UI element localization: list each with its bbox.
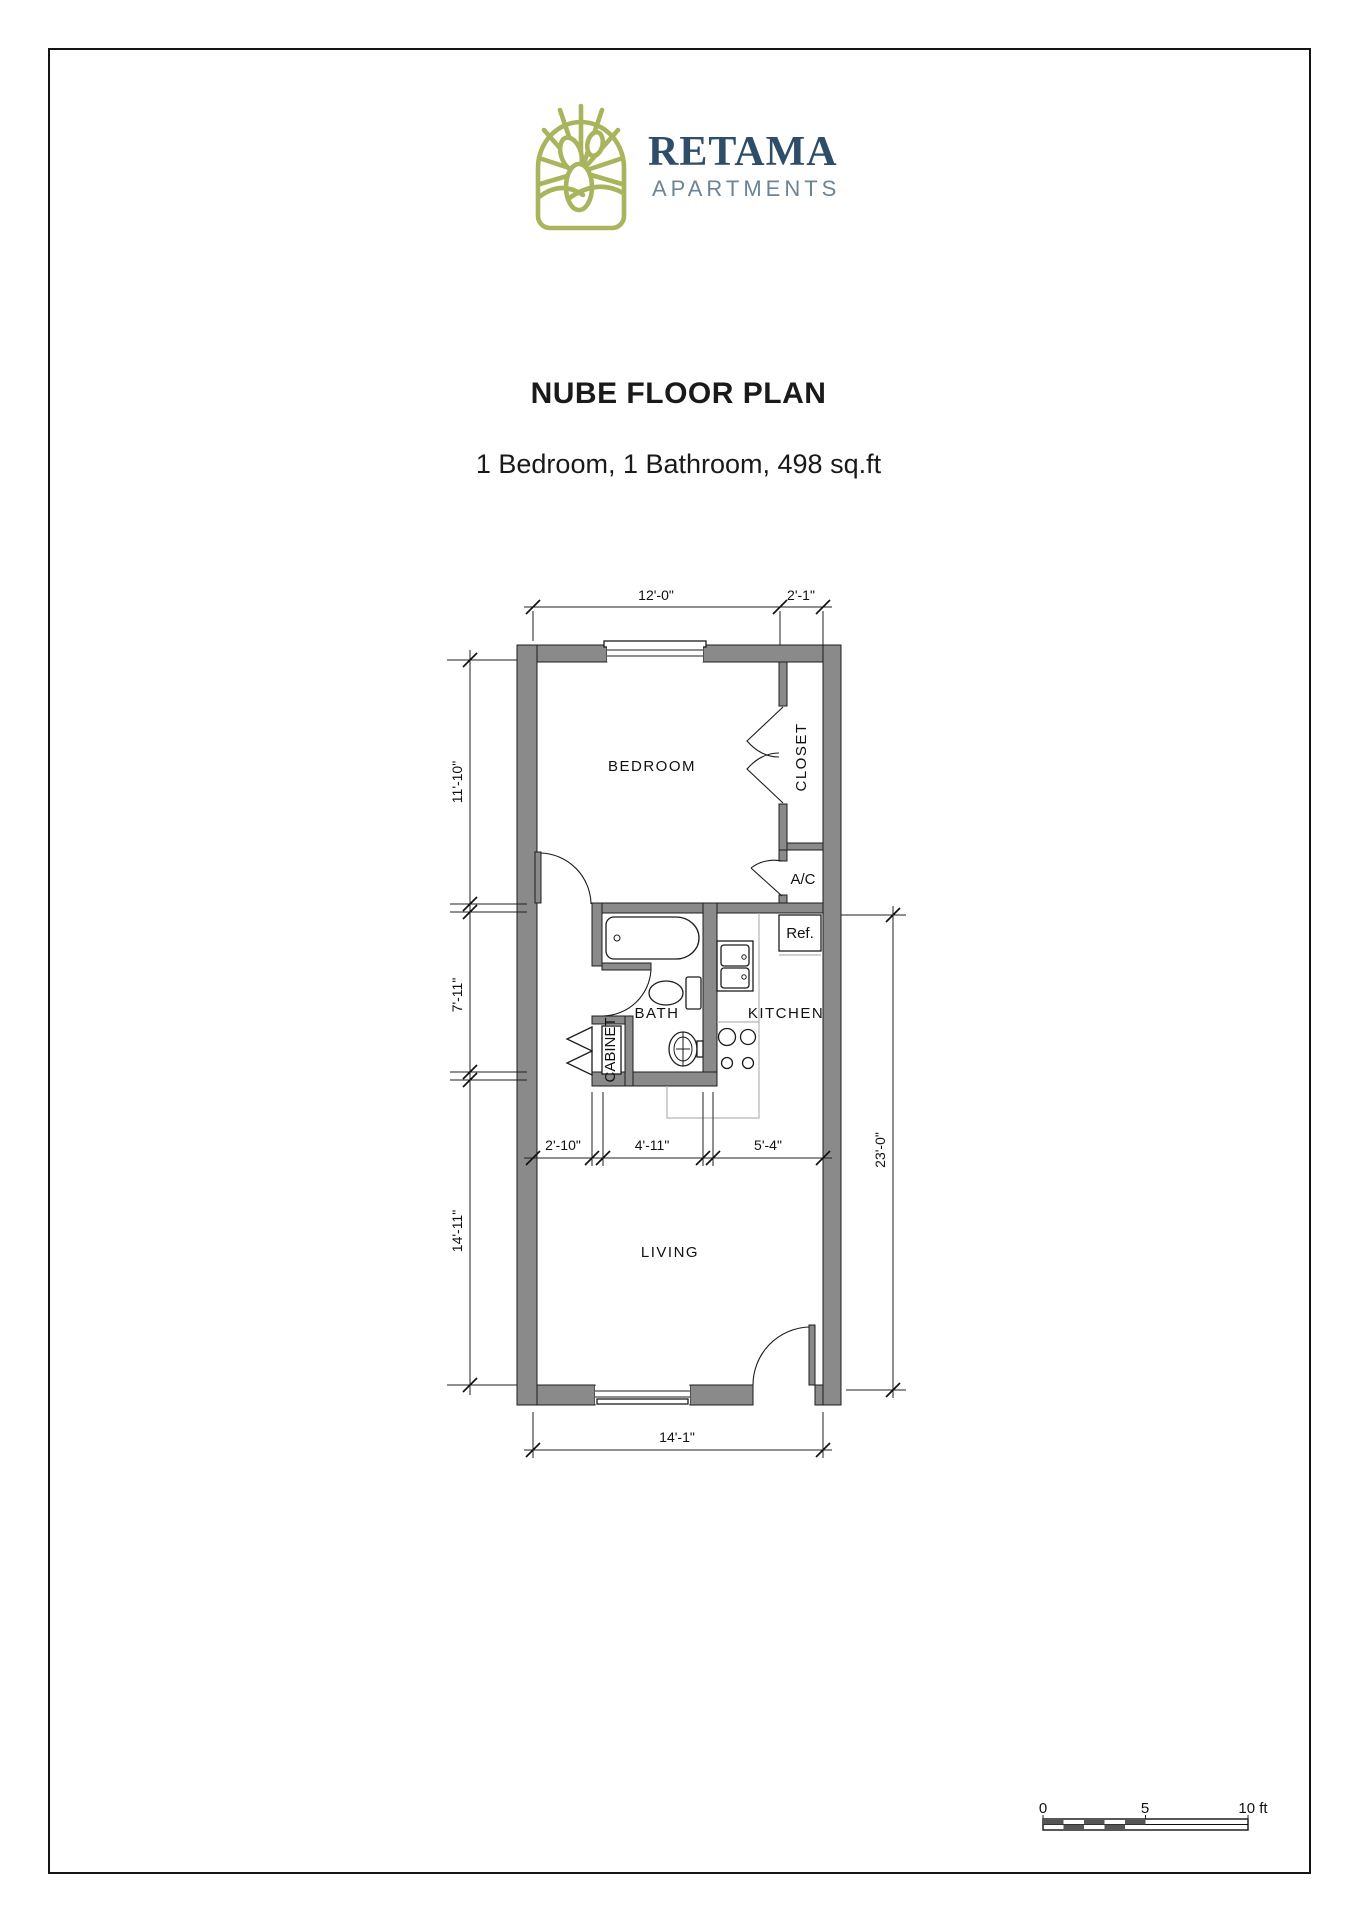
stove [719, 1029, 756, 1069]
scale-label-5: 5 [1140, 1800, 1150, 1817]
dim-top-main: 12'-0" [638, 587, 674, 603]
room-label-bedroom: BEDROOM [607, 758, 697, 775]
room-label-fridge: Ref. [786, 925, 814, 942]
living-window [595, 1386, 690, 1404]
bedroom-window [604, 641, 706, 662]
dim-inner-mid: 4'-11" [634, 1137, 670, 1153]
scale-label-0: 0 [1038, 1800, 1048, 1817]
brand-tagline: APARTMENTS [652, 176, 841, 201]
page-title: NUBE FLOOR PLAN [530, 377, 827, 410]
dim-inner-left: 2'-10" [545, 1137, 581, 1153]
dim-inner-right: 5'-4" [754, 1137, 782, 1153]
room-label-ac: A/C [790, 871, 816, 888]
interior-walls [592, 662, 823, 1086]
room-label-bath: BATH [634, 1005, 680, 1022]
scale-label-10ft: 10 ft [1238, 1800, 1268, 1817]
closet-bifold-door [747, 707, 783, 803]
kitchen-sink [717, 941, 753, 991]
cabinet-bifold-door [567, 1027, 592, 1075]
page-subtitle: 1 Bedroom, 1 Bathroom, 498 sq.ft [475, 449, 882, 479]
brand-name: RETAMA [648, 129, 838, 175]
bathroom-sink [669, 1032, 703, 1066]
ac-door [751, 860, 782, 896]
room-label-cabinet: CABINET [602, 1017, 619, 1083]
room-label-kitchen: KITCHEN [747, 1005, 825, 1022]
room-label-living: LIVING [640, 1244, 700, 1261]
bathtub [606, 917, 699, 959]
room-label-closet: CLOSET [793, 722, 810, 792]
dim-left-lower: 14'-11" [449, 1209, 465, 1253]
dim-left-mid: 7'-11" [449, 977, 465, 1013]
dim-left-upper: 11'-10" [449, 760, 465, 804]
dim-right-full: 23'-0" [872, 1132, 888, 1168]
entry-door [753, 1325, 815, 1385]
dim-top-right: 2'-1" [787, 587, 815, 603]
scale-bar [1039, 1800, 1269, 1830]
dim-bottom-full: 14'-1" [659, 1429, 695, 1445]
bedroom-door [535, 852, 591, 904]
